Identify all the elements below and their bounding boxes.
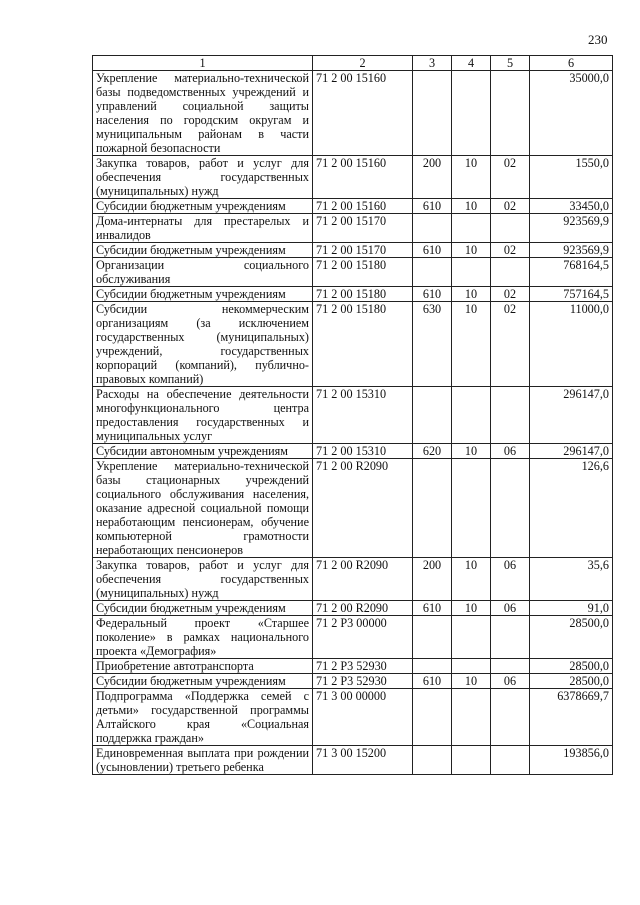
row-subsection	[491, 659, 530, 674]
row-subsection	[491, 387, 530, 444]
table-row	[93, 558, 613, 601]
row-subsection	[491, 258, 530, 287]
row-name: Субсидии автономным учреждениям	[93, 444, 313, 459]
row-expense-type	[413, 659, 452, 674]
row-subsection: 02	[491, 156, 530, 199]
row-code: 71 2 00 R2090	[313, 459, 413, 558]
table-row	[93, 746, 613, 775]
row-code: 71 2 00 15310	[313, 387, 413, 444]
row-code: 71 2 P3 00000	[313, 616, 413, 659]
table-row	[93, 444, 613, 459]
header-col-4: 4	[452, 56, 491, 71]
header-col-3: 3	[413, 56, 452, 71]
row-amount: 6378669,7	[530, 689, 613, 746]
table-row	[93, 287, 613, 302]
table-row	[93, 659, 613, 674]
table-row	[93, 243, 613, 258]
row-name: Укрепление материально-технической базы подведомственных учреждений и управлений социальной защиты населения по городским округам и муниципальным районам в части пожарной безопасности	[93, 71, 313, 156]
row-name: Укрепление материально-технической базы стационарных учреждений социального обслуживания населения, оказание адресной социальной помощи неработающим пенсионерам, обучение компьютерной грамотности неработающих пенсионеров	[93, 459, 313, 558]
row-subsection	[491, 746, 530, 775]
row-amount: 35000,0	[530, 71, 613, 156]
row-amount: 296147,0	[530, 387, 613, 444]
row-code: 71 2 P3 52930	[313, 674, 413, 689]
row-subsection	[491, 214, 530, 243]
row-amount: 1550,0	[530, 156, 613, 199]
table-row	[93, 258, 613, 287]
row-amount: 28500,0	[530, 659, 613, 674]
row-amount: 35,6	[530, 558, 613, 601]
row-code: 71 2 00 15180	[313, 258, 413, 287]
row-section: 10	[452, 302, 491, 387]
table-row	[93, 156, 613, 199]
row-amount: 11000,0	[530, 302, 613, 387]
row-amount: 757164,5	[530, 287, 613, 302]
table-row	[93, 214, 613, 243]
row-section: 10	[452, 601, 491, 616]
row-subsection: 06	[491, 444, 530, 459]
table-row	[93, 689, 613, 746]
row-name: Дома-интернаты для престарелых и инвалидов	[93, 214, 313, 243]
row-section	[452, 214, 491, 243]
row-expense-type	[413, 459, 452, 558]
row-subsection: 02	[491, 287, 530, 302]
row-code: 71 3 00 00000	[313, 689, 413, 746]
table-row	[93, 71, 613, 156]
row-name: Закупка товаров, работ и услуг для обеспечения государственных (муниципальных) нужд	[93, 156, 313, 199]
row-section: 10	[452, 243, 491, 258]
row-expense-type: 200	[413, 156, 452, 199]
table-row	[93, 459, 613, 558]
row-expense-type	[413, 689, 452, 746]
row-expense-type: 620	[413, 444, 452, 459]
row-code: 71 2 00 15170	[313, 214, 413, 243]
row-section: 10	[452, 199, 491, 214]
row-subsection: 06	[491, 558, 530, 601]
row-expense-type: 200	[413, 558, 452, 601]
row-code: 71 2 00 15160	[313, 199, 413, 214]
row-name: Субсидии бюджетным учреждениям	[93, 287, 313, 302]
table-body	[93, 71, 613, 775]
table-row	[93, 601, 613, 616]
row-code: 71 2 00 R2090	[313, 601, 413, 616]
row-amount: 91,0	[530, 601, 613, 616]
header-col-5: 5	[491, 56, 530, 71]
row-expense-type	[413, 387, 452, 444]
row-amount: 193856,0	[530, 746, 613, 775]
row-section	[452, 387, 491, 444]
row-subsection	[491, 71, 530, 156]
row-name: Федеральный проект «Старшее поколение» в рамках национального проекта «Демография»	[93, 616, 313, 659]
row-amount: 126,6	[530, 459, 613, 558]
row-subsection: 02	[491, 302, 530, 387]
row-name: Субсидии бюджетным учреждениям	[93, 243, 313, 258]
header-col-2: 2	[313, 56, 413, 71]
row-amount: 923569,9	[530, 214, 613, 243]
row-name: Субсидии некоммерческим организациям (за исключением государственных (муниципальных) учреждений, государственных корпораций (компаний), публично-правовых компаний)	[93, 302, 313, 387]
row-section	[452, 689, 491, 746]
row-code: 71 2 00 15180	[313, 287, 413, 302]
row-expense-type	[413, 214, 452, 243]
table-row	[93, 387, 613, 444]
table-row	[93, 616, 613, 659]
row-code: 71 2 00 15160	[313, 71, 413, 156]
row-expense-type: 610	[413, 674, 452, 689]
row-amount: 28500,0	[530, 674, 613, 689]
row-expense-type	[413, 746, 452, 775]
row-subsection: 02	[491, 199, 530, 214]
row-subsection: 06	[491, 601, 530, 616]
row-name: Подпрограмма «Поддержка семей с детьми» государственной программы Алтайского края «Социальная поддержка граждан»	[93, 689, 313, 746]
table-row	[93, 674, 613, 689]
row-section	[452, 659, 491, 674]
row-expense-type	[413, 71, 452, 156]
row-amount: 768164,5	[530, 258, 613, 287]
row-subsection	[491, 689, 530, 746]
table-row	[93, 302, 613, 387]
row-name: Субсидии бюджетным учреждениям	[93, 199, 313, 214]
row-expense-type: 610	[413, 287, 452, 302]
row-expense-type: 610	[413, 243, 452, 258]
row-section	[452, 459, 491, 558]
row-section	[452, 71, 491, 156]
row-amount: 33450,0	[530, 199, 613, 214]
row-amount: 28500,0	[530, 616, 613, 659]
table-header-row	[93, 56, 613, 71]
row-code: 71 2 P3 52930	[313, 659, 413, 674]
header-col-1: 1	[93, 56, 313, 71]
row-section: 10	[452, 444, 491, 459]
table-row	[93, 199, 613, 214]
row-expense-type	[413, 616, 452, 659]
row-expense-type: 610	[413, 199, 452, 214]
row-code: 71 2 00 R2090	[313, 558, 413, 601]
header-col-6: 6	[530, 56, 613, 71]
row-code: 71 3 00 15200	[313, 746, 413, 775]
row-name: Субсидии бюджетным учреждениям	[93, 674, 313, 689]
page-number: 230	[588, 32, 608, 47]
row-subsection: 06	[491, 674, 530, 689]
row-expense-type: 610	[413, 601, 452, 616]
row-expense-type	[413, 258, 452, 287]
budget-table	[92, 55, 613, 775]
row-subsection: 02	[491, 243, 530, 258]
row-section: 10	[452, 558, 491, 601]
row-expense-type: 630	[413, 302, 452, 387]
row-section	[452, 258, 491, 287]
row-name: Закупка товаров, работ и услуг для обеспечения государственных (муниципальных) нужд	[93, 558, 313, 601]
row-code: 71 2 00 15160	[313, 156, 413, 199]
row-section: 10	[452, 674, 491, 689]
row-section	[452, 746, 491, 775]
row-name: Организации социального обслуживания	[93, 258, 313, 287]
row-name: Единовременная выплата при рождении (усыновлении) третьего ребенка	[93, 746, 313, 775]
row-subsection	[491, 459, 530, 558]
row-name: Приобретение автотранспорта	[93, 659, 313, 674]
row-amount: 923569,9	[530, 243, 613, 258]
row-code: 71 2 00 15310	[313, 444, 413, 459]
row-amount: 296147,0	[530, 444, 613, 459]
row-code: 71 2 00 15180	[313, 302, 413, 387]
row-section: 10	[452, 156, 491, 199]
row-section	[452, 616, 491, 659]
row-subsection	[491, 616, 530, 659]
row-name: Расходы на обеспечение деятельности многофункционального центра предоставления государственных и муниципальных услуг	[93, 387, 313, 444]
row-code: 71 2 00 15170	[313, 243, 413, 258]
row-section: 10	[452, 287, 491, 302]
row-name: Субсидии бюджетным учреждениям	[93, 601, 313, 616]
